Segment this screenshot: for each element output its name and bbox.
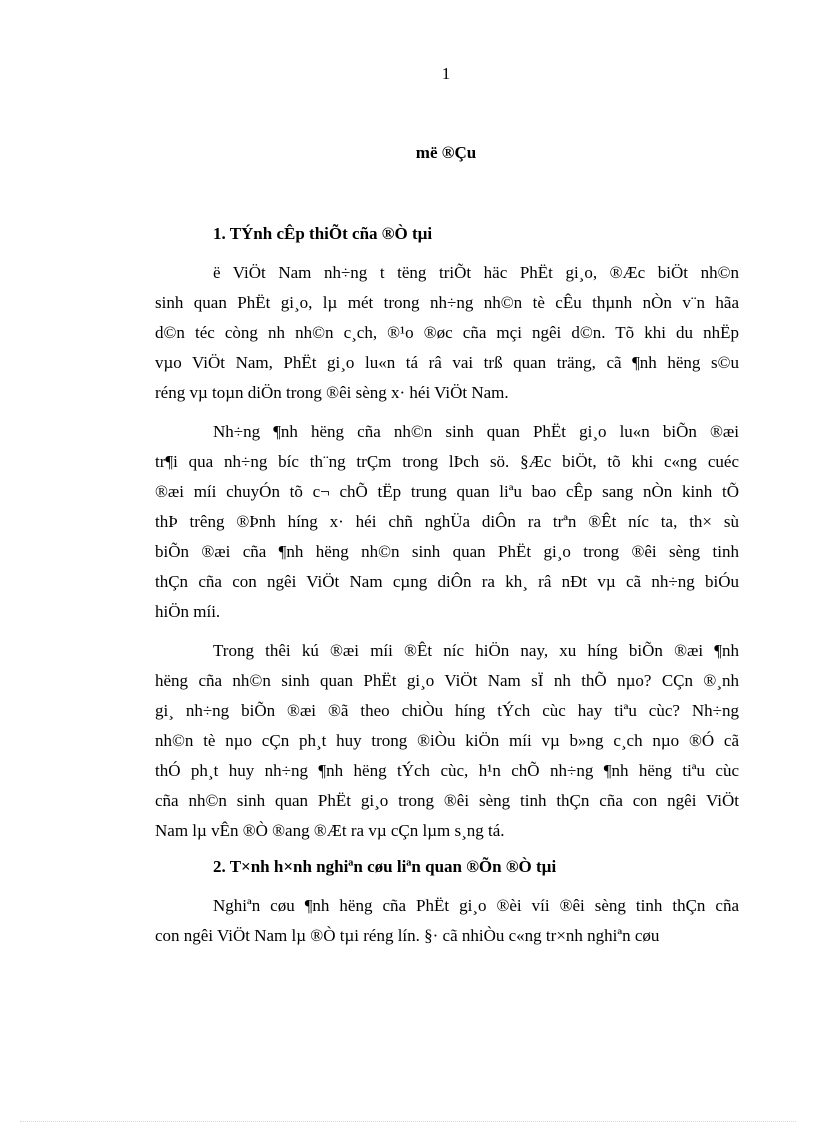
page-title: më ®Çu	[415, 143, 477, 162]
text-line: hëng cña nh©n sinh quan PhËt gi¸o ViÖt Nam sÏ nh thÕ nµo? CÇn ®¸nh	[155, 671, 739, 690]
text-line: Nh÷ng ¶nh hëng cña nh©n sinh quan PhËt gi¸o lu«n biÕn ®æi	[213, 422, 739, 441]
page-number: 1	[441, 64, 451, 83]
text-line: Nam lµ vÊn ®Ò ®ang ®Æt ra vµ cÇn lµm s¸ng tá.	[155, 821, 505, 840]
document-body	[155, 222, 739, 960]
text-line: thÇn cña con ngêi ViÖt Nam cµng diÔn ra kh¸ râ nÐt vµ cã nh÷ng biÓu	[155, 572, 739, 591]
paragraph-spacer	[155, 408, 739, 417]
text-line: vµo ViÖt Nam, PhËt gi¸o lu«n tá râ vai trß quan träng, cã ¶nh hëng s©u	[155, 353, 739, 372]
text-line: tr¶i qua nh÷ng bíc th¨ng trÇm trong lÞch sö. §Æc biÖt, tõ khi c«ng cuéc	[155, 452, 739, 471]
paragraph	[155, 636, 739, 846]
text-line: thÞ trêng ®Þnh híng x· héi chñ nghÜa diÔn ra trªn ®Êt níc ta, th× sù	[155, 512, 739, 531]
text-line: hiÖn míi.	[155, 602, 221, 621]
paragraph	[155, 258, 739, 408]
section-heading: 1. TÝnh cÊp thiÕt cña ®Ò tµi	[213, 224, 433, 243]
text-line: gi¸ nh÷ng biÕn ®æi ®ã theo chiÒu híng tÝch cùc hay tiªu cùc? Nh÷ng	[155, 701, 739, 720]
text-line: Trong thêi kú ®æi míi ®Êt níc hiÖn nay, xu híng biÕn ®æi ¶nh	[213, 641, 739, 660]
paragraph	[155, 891, 739, 951]
text-line: nh©n tè nµo cÇn ph¸t huy trong ®iÒu kiÖn míi vµ b»ng c¸ch nµo ®Ó cã	[155, 731, 739, 750]
paragraph	[155, 417, 739, 627]
text-line: cña nh©n sinh quan PhËt gi¸o trong ®êi sèng tinh thÇn cña con ngêi ViÖt	[155, 791, 739, 810]
text-line: réng vµ toµn diÖn trong ®êi sèng x· héi ViÖt Nam.	[155, 383, 509, 402]
paragraph-spacer	[155, 846, 739, 855]
text-line: thÓ ph¸t huy nh÷ng ¶nh hëng tÝch cùc, h¹n chÕ nh÷ng ¶nh hëng tiªu cùc	[155, 761, 739, 780]
heading-spacer	[155, 879, 739, 891]
section-heading: 2. T×nh h×nh nghiªn cøu liªn quan ®Õn ®Ò tµi	[213, 857, 557, 876]
page-bottom-divider	[20, 1121, 796, 1122]
text-line: d©n téc còng nh nh©n c¸ch, ®¹o ®øc cña mçi ngêi d©n. Tõ khi du nhËp	[155, 323, 739, 342]
text-line: Nghiªn cøu ¶nh hëng cña PhËt gi¸o ®èi víi ®êi sèng tinh thÇn cña	[213, 896, 739, 915]
paragraph-spacer	[155, 627, 739, 636]
paragraph-spacer	[155, 951, 739, 960]
text-line: sinh quan PhËt gi¸o, lµ mét trong nh÷ng nh©n tè cÊu thµnh nÒn v¨n hãa	[155, 293, 739, 312]
text-line: con ngêi ViÖt Nam lµ ®Ò tµi réng lín. §· cã nhiÒu c«ng tr×nh nghiªn cøu	[155, 926, 660, 945]
text-line: ë ViÖt Nam nh÷ng t tëng triÕt häc PhËt gi¸o, ®Æc biÖt nh©n	[213, 263, 739, 282]
heading-spacer	[155, 246, 739, 258]
text-line: biÕn ®æi cña ¶nh hëng nh©n sinh quan PhËt gi¸o trong ®êi sèng tinh	[155, 542, 739, 561]
text-line: ®æi míi chuyÓn tõ c¬ chÕ tËp trung quan liªu bao cÊp sang nÒn kinh tÕ	[155, 482, 739, 501]
